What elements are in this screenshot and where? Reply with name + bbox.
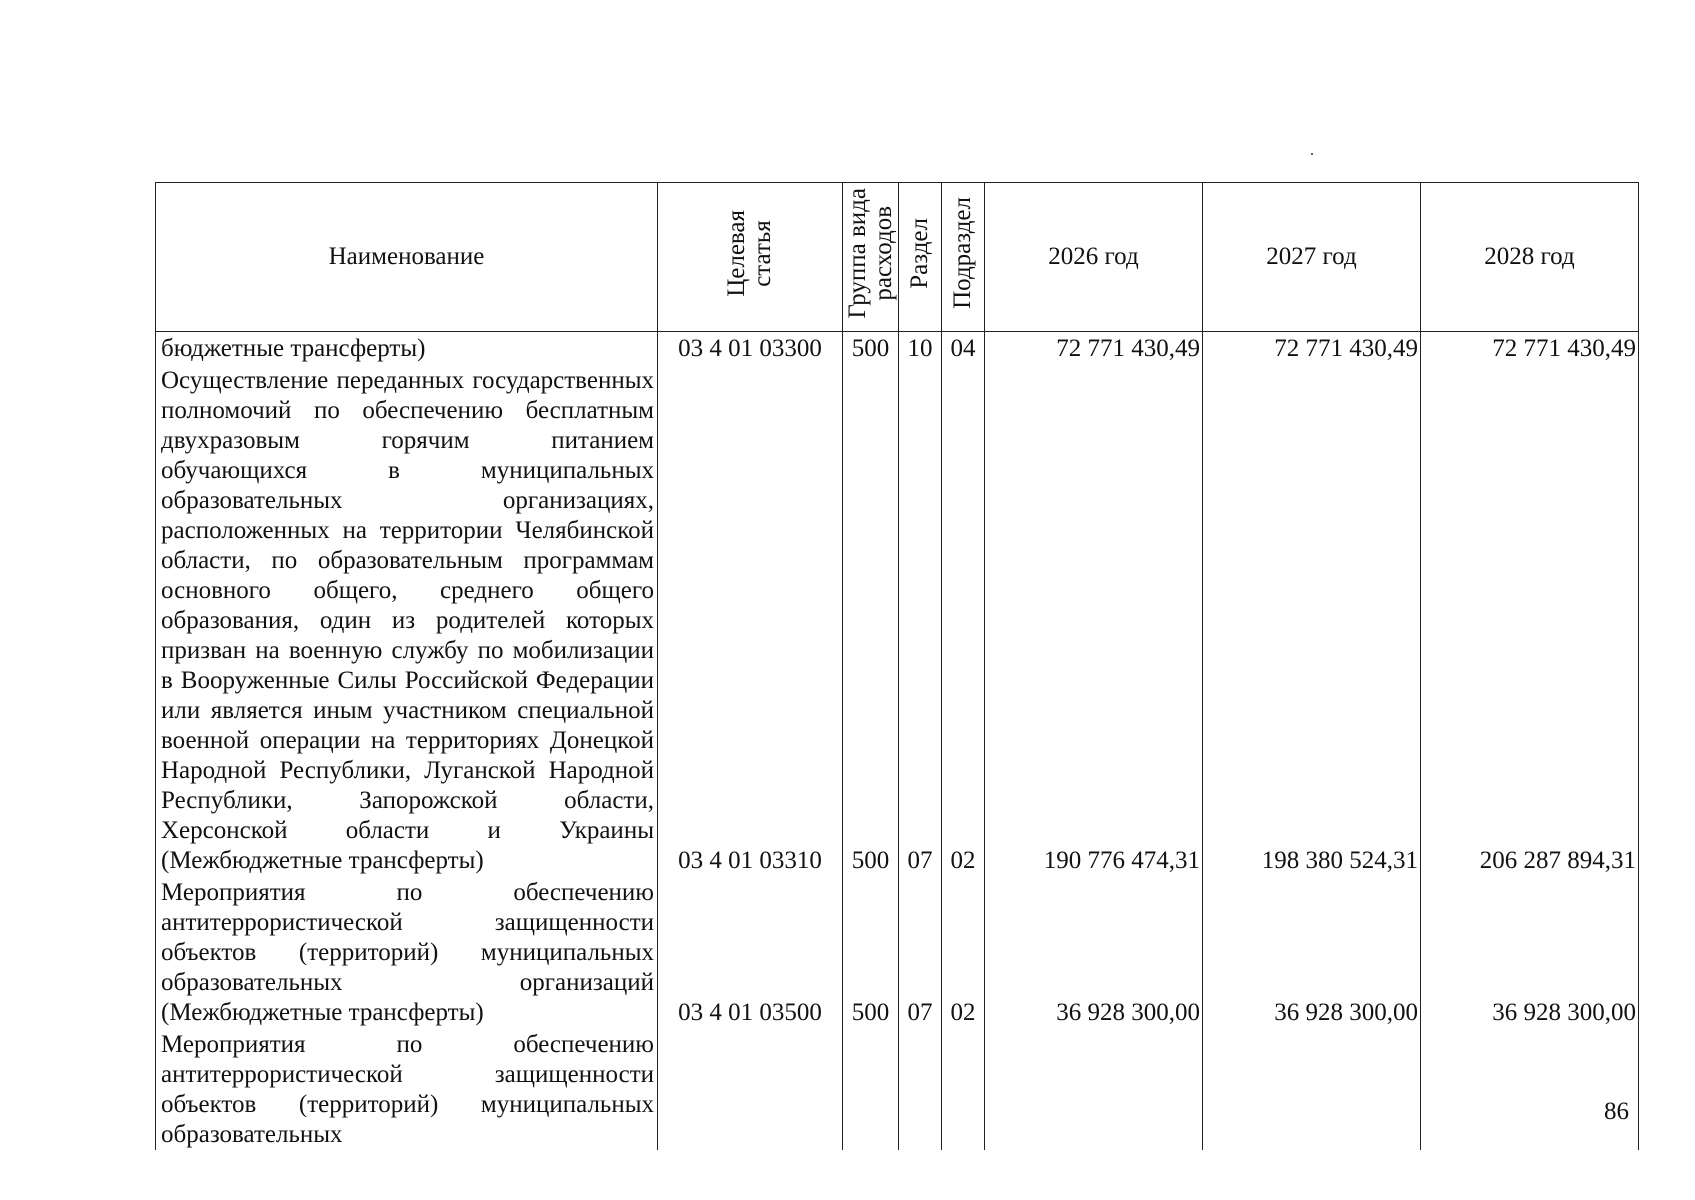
row-amount-2027 [1203,1028,1421,1150]
row-subsection: 02 [942,364,985,876]
row-expense-group [843,1028,899,1150]
header-2027: 2027 год [1203,183,1421,332]
row-name: Осуществление переданных государственных полномочий по обеспечению бесплатным двухразовым горячим питанием обучающихся в муниципальных образовательных организациях, расположенных на территории Челябинской области, по образовательным программам основного общего, среднего общего образования, один из родителей которых призван на военную службу по мобилизации в Вооруженные Силы Российской Федерации или является иным участником специальной военной операции на территориях Донецкой Народной Республики, Луганской Народной Республики, Запорожской области, Херсонской области и Украины (Межбюджетные трансферты) [156,364,658,876]
row-amount-2028 [1421,1028,1639,1150]
row-amount-2028: 72 771 430,49 [1421,332,1639,365]
row-amount-2026 [985,1028,1203,1150]
header-subsection: Подраздел [942,183,985,332]
header-section: Раздел [899,183,942,332]
row-subsection: 02 [942,876,985,1028]
speck [1311,153,1313,155]
header-2028: 2028 год [1421,183,1639,332]
header-2026: 2026 год [985,183,1203,332]
budget-table [155,182,1639,1150]
row-name: Мероприятия по обеспечению антитеррористической защищенности объектов (территорий) муниципальных образовательных организаций (Межбюджетные трансферты) [156,876,658,1028]
row-section: 07 [899,876,942,1028]
row-target-code: 03 4 01 03310 [658,364,843,876]
row-name: бюджетные трансферты) [156,332,658,365]
table-row [156,332,1639,365]
row-target-code [658,1028,843,1150]
row-expense-group: 500 [843,332,899,365]
row-amount-2028: 36 928 300,00 [1421,876,1639,1028]
row-subsection: 04 [942,332,985,365]
row-expense-group: 500 [843,876,899,1028]
table-row [156,876,1639,1028]
row-amount-2027: 198 380 524,31 [1203,364,1421,876]
row-amount-2027: 36 928 300,00 [1203,876,1421,1028]
header-row [156,183,1639,332]
header-expense-group: Группа вида расходов [843,183,899,332]
page-number: 86 [1604,1098,1629,1125]
row-expense-group: 500 [843,364,899,876]
row-name: Мероприятия по обеспечению антитеррористической защищенности объектов (территорий) муниципальных образовательных [156,1028,658,1150]
row-amount-2026: 190 776 474,31 [985,364,1203,876]
row-amount-2026: 36 928 300,00 [985,876,1203,1028]
row-section: 07 [899,364,942,876]
row-section [899,1028,942,1150]
row-section: 10 [899,332,942,365]
header-target-article: Целевая статья [658,183,843,332]
table-row [156,364,1639,876]
row-amount-2028: 206 287 894,31 [1421,364,1639,876]
row-target-code: 03 4 01 03500 [658,876,843,1028]
row-subsection [942,1028,985,1150]
row-amount-2027: 72 771 430,49 [1203,332,1421,365]
row-amount-2026: 72 771 430,49 [985,332,1203,365]
table-row [156,1028,1639,1150]
header-name: Наименование [156,183,658,332]
row-target-code: 03 4 01 03300 [658,332,843,365]
